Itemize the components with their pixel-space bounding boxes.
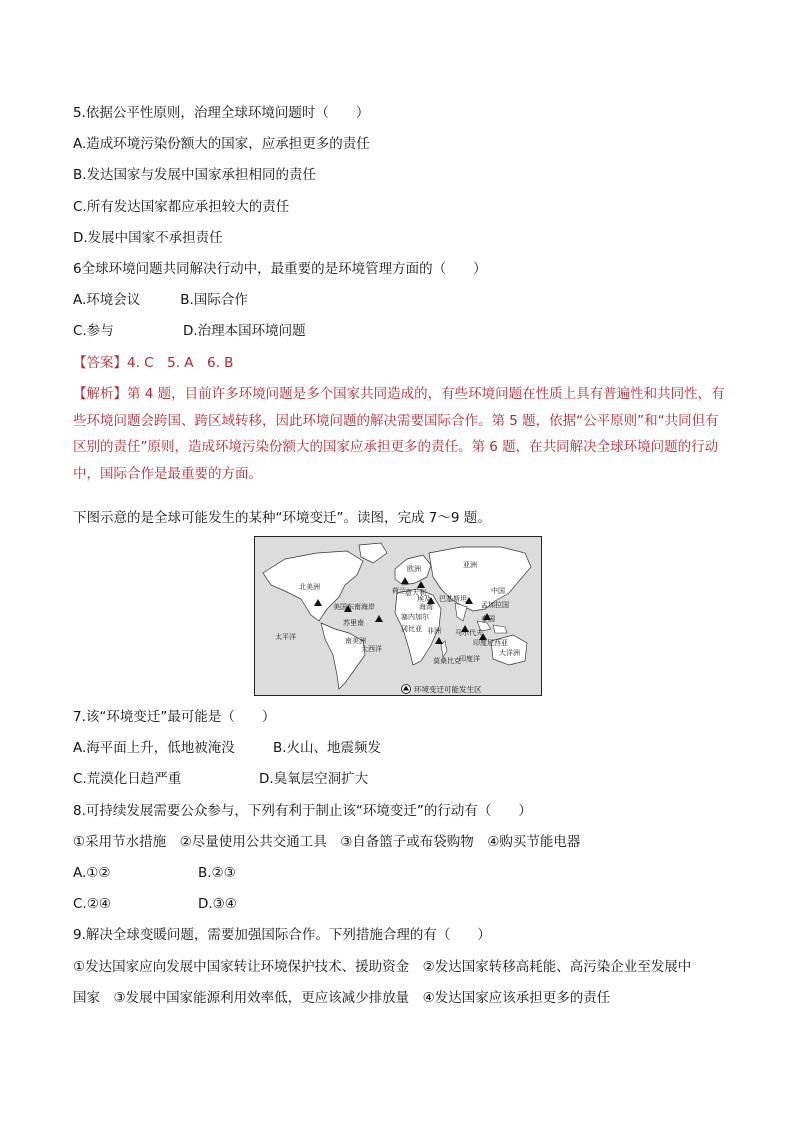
- question-8-option-b: B.②③: [198, 865, 236, 881]
- map-label-europe: 欧洲: [407, 565, 421, 573]
- world-map-svg: [255, 537, 541, 695]
- map-label-egypt: 埃及: [417, 595, 431, 603]
- question-9-stem: 9.解决全球变暖问题，需要加强国际合作。下列措施合理的有（ ）: [73, 927, 491, 943]
- map-label-africa: 非洲: [427, 627, 441, 635]
- answer-tag: 【答案】: [73, 355, 127, 371]
- world-map-figure: [254, 536, 542, 696]
- question-5-option-c: C.所有发达国家都应承担较大的责任: [73, 199, 290, 215]
- map-label-indonesia: 印度尼西亚: [473, 639, 508, 647]
- question-8-items: ①采用节水措施 ②尽量使用公共交通工具 ③自备篮子或布袋购物 ④购买节能电器: [73, 834, 581, 850]
- analysis-text: 第 4 题，目前许多环境问题是多个国家共同造成的，有些环境问题在性质上具有普遍性和共同性，有些环境问题会跨国、跨区域转移，因此环境问题的解决需要国际合作。第 5 题，依据“公平原则”和“共同但有区别的责任”原则，造成环境污染份额大的国家应承担更多的责任。第 6 题，在共同解决全球环境问题的行动中，国际合作是最重要的方面。: [73, 386, 725, 482]
- question-5-stem: 5.依据公平性原则，治理全球环境问题时（ ）: [73, 105, 370, 121]
- question-6-stem: 6全球环境问题共同解决行动中，最重要的是环境管理方面的（ ）: [73, 261, 487, 277]
- question-7-option-c: C.荒漠化日趋严重: [73, 771, 182, 787]
- map-label-gulf: 海湾: [419, 603, 433, 611]
- map-label-thailand: 泰国: [481, 615, 495, 623]
- map-label-bangladesh: 孟加拉国: [481, 601, 509, 609]
- question-6-options-row1: [73, 290, 248, 310]
- analysis-paragraph: [73, 381, 728, 487]
- question-8-option-d: D.③④: [198, 896, 237, 912]
- question-8-options-row2: [73, 894, 237, 914]
- map-label-italy: 意大利: [405, 589, 426, 597]
- map-label-us-southeast: 美国东南海岸: [333, 603, 375, 611]
- map-intro-text: 下图示意的是全球可能发生的某种“环境变迁”。读图，完成 7～9 题。: [73, 510, 491, 526]
- legend-text: 环境变迁可能发生区: [414, 685, 482, 694]
- question-8-option-a: A.①②: [73, 865, 111, 881]
- answer-line: [73, 353, 233, 373]
- question-8-option-c: C.②④: [73, 896, 111, 912]
- question-9-line-1: ①发达国家应向发展中国家转让环境保护技术、援助资金 ②发达国家转移高耗能、高污染企业至发展中: [73, 959, 692, 975]
- question-5-option-d: D.发展中国家不承担责任: [73, 230, 223, 246]
- map-label-indian-ocean: 印度洋: [459, 655, 480, 663]
- answer-text: 4. C 5. A 6. B: [127, 355, 234, 371]
- question-6-option-d: D.治理本国环境问题: [183, 323, 306, 339]
- question-7-options-row2: [73, 769, 368, 789]
- map-label-north-america: 北美洲: [299, 583, 320, 591]
- map-label-netherlands: 荷兰: [392, 587, 406, 595]
- question-8-stem: 8.可持续发展需要公众参与，下列有利于制止该“环境变迁”的行动有（ ）: [73, 803, 532, 819]
- map-label-china: 中国: [491, 587, 505, 595]
- question-5-option-b: B.发达国家与发展中国家承担相同的责任: [73, 167, 317, 183]
- question-6-option-a: A.环境会议: [73, 292, 141, 308]
- question-6-options-row2: [73, 321, 306, 341]
- question-7-stem: 7.该“环境变迁”最可能是（ ）: [73, 709, 276, 725]
- map-label-atlantic: 大西洋: [361, 645, 382, 653]
- map-label-oceania: 大洋洲: [499, 649, 520, 657]
- map-label-pakistan: 巴基斯坦: [439, 595, 467, 603]
- question-6-option-c: C.参与: [73, 323, 114, 339]
- map-legend: [402, 684, 482, 694]
- map-label-south-america: 南美洲: [345, 637, 366, 645]
- map-label-senegal: 塞内加尔: [401, 613, 429, 621]
- question-7-option-d: D.臭氧层空洞扩大: [259, 771, 369, 787]
- map-label-suriname: 苏里南: [343, 619, 364, 627]
- map-label-maldives: 马尔代夫: [455, 629, 483, 637]
- question-7-options-row1: [73, 738, 381, 758]
- map-label-asia: 亚洲: [463, 561, 477, 569]
- question-9-line-2: 国家 ③发展中国家能源利用效率低，更应该减少排放量 ④发达国家应该承担更多的责任: [73, 990, 611, 1006]
- question-8-options-row1: [73, 863, 236, 883]
- map-label-mozambique: 莫桑比克: [433, 657, 461, 665]
- question-7-option-a: A.海平面上升，低地被淹没: [73, 740, 235, 756]
- question-5-option-a: A.造成环境污染份额大的国家，应承担更多的责任: [73, 136, 370, 152]
- map-label-gambia: 冈比亚: [401, 625, 422, 633]
- question-6-option-b: B.国际合作: [180, 292, 248, 308]
- map-label-pacific: 太平洋: [275, 633, 296, 641]
- question-7-option-b: B.火山、地震频发: [273, 740, 382, 756]
- analysis-tag: 【解析】: [73, 386, 127, 402]
